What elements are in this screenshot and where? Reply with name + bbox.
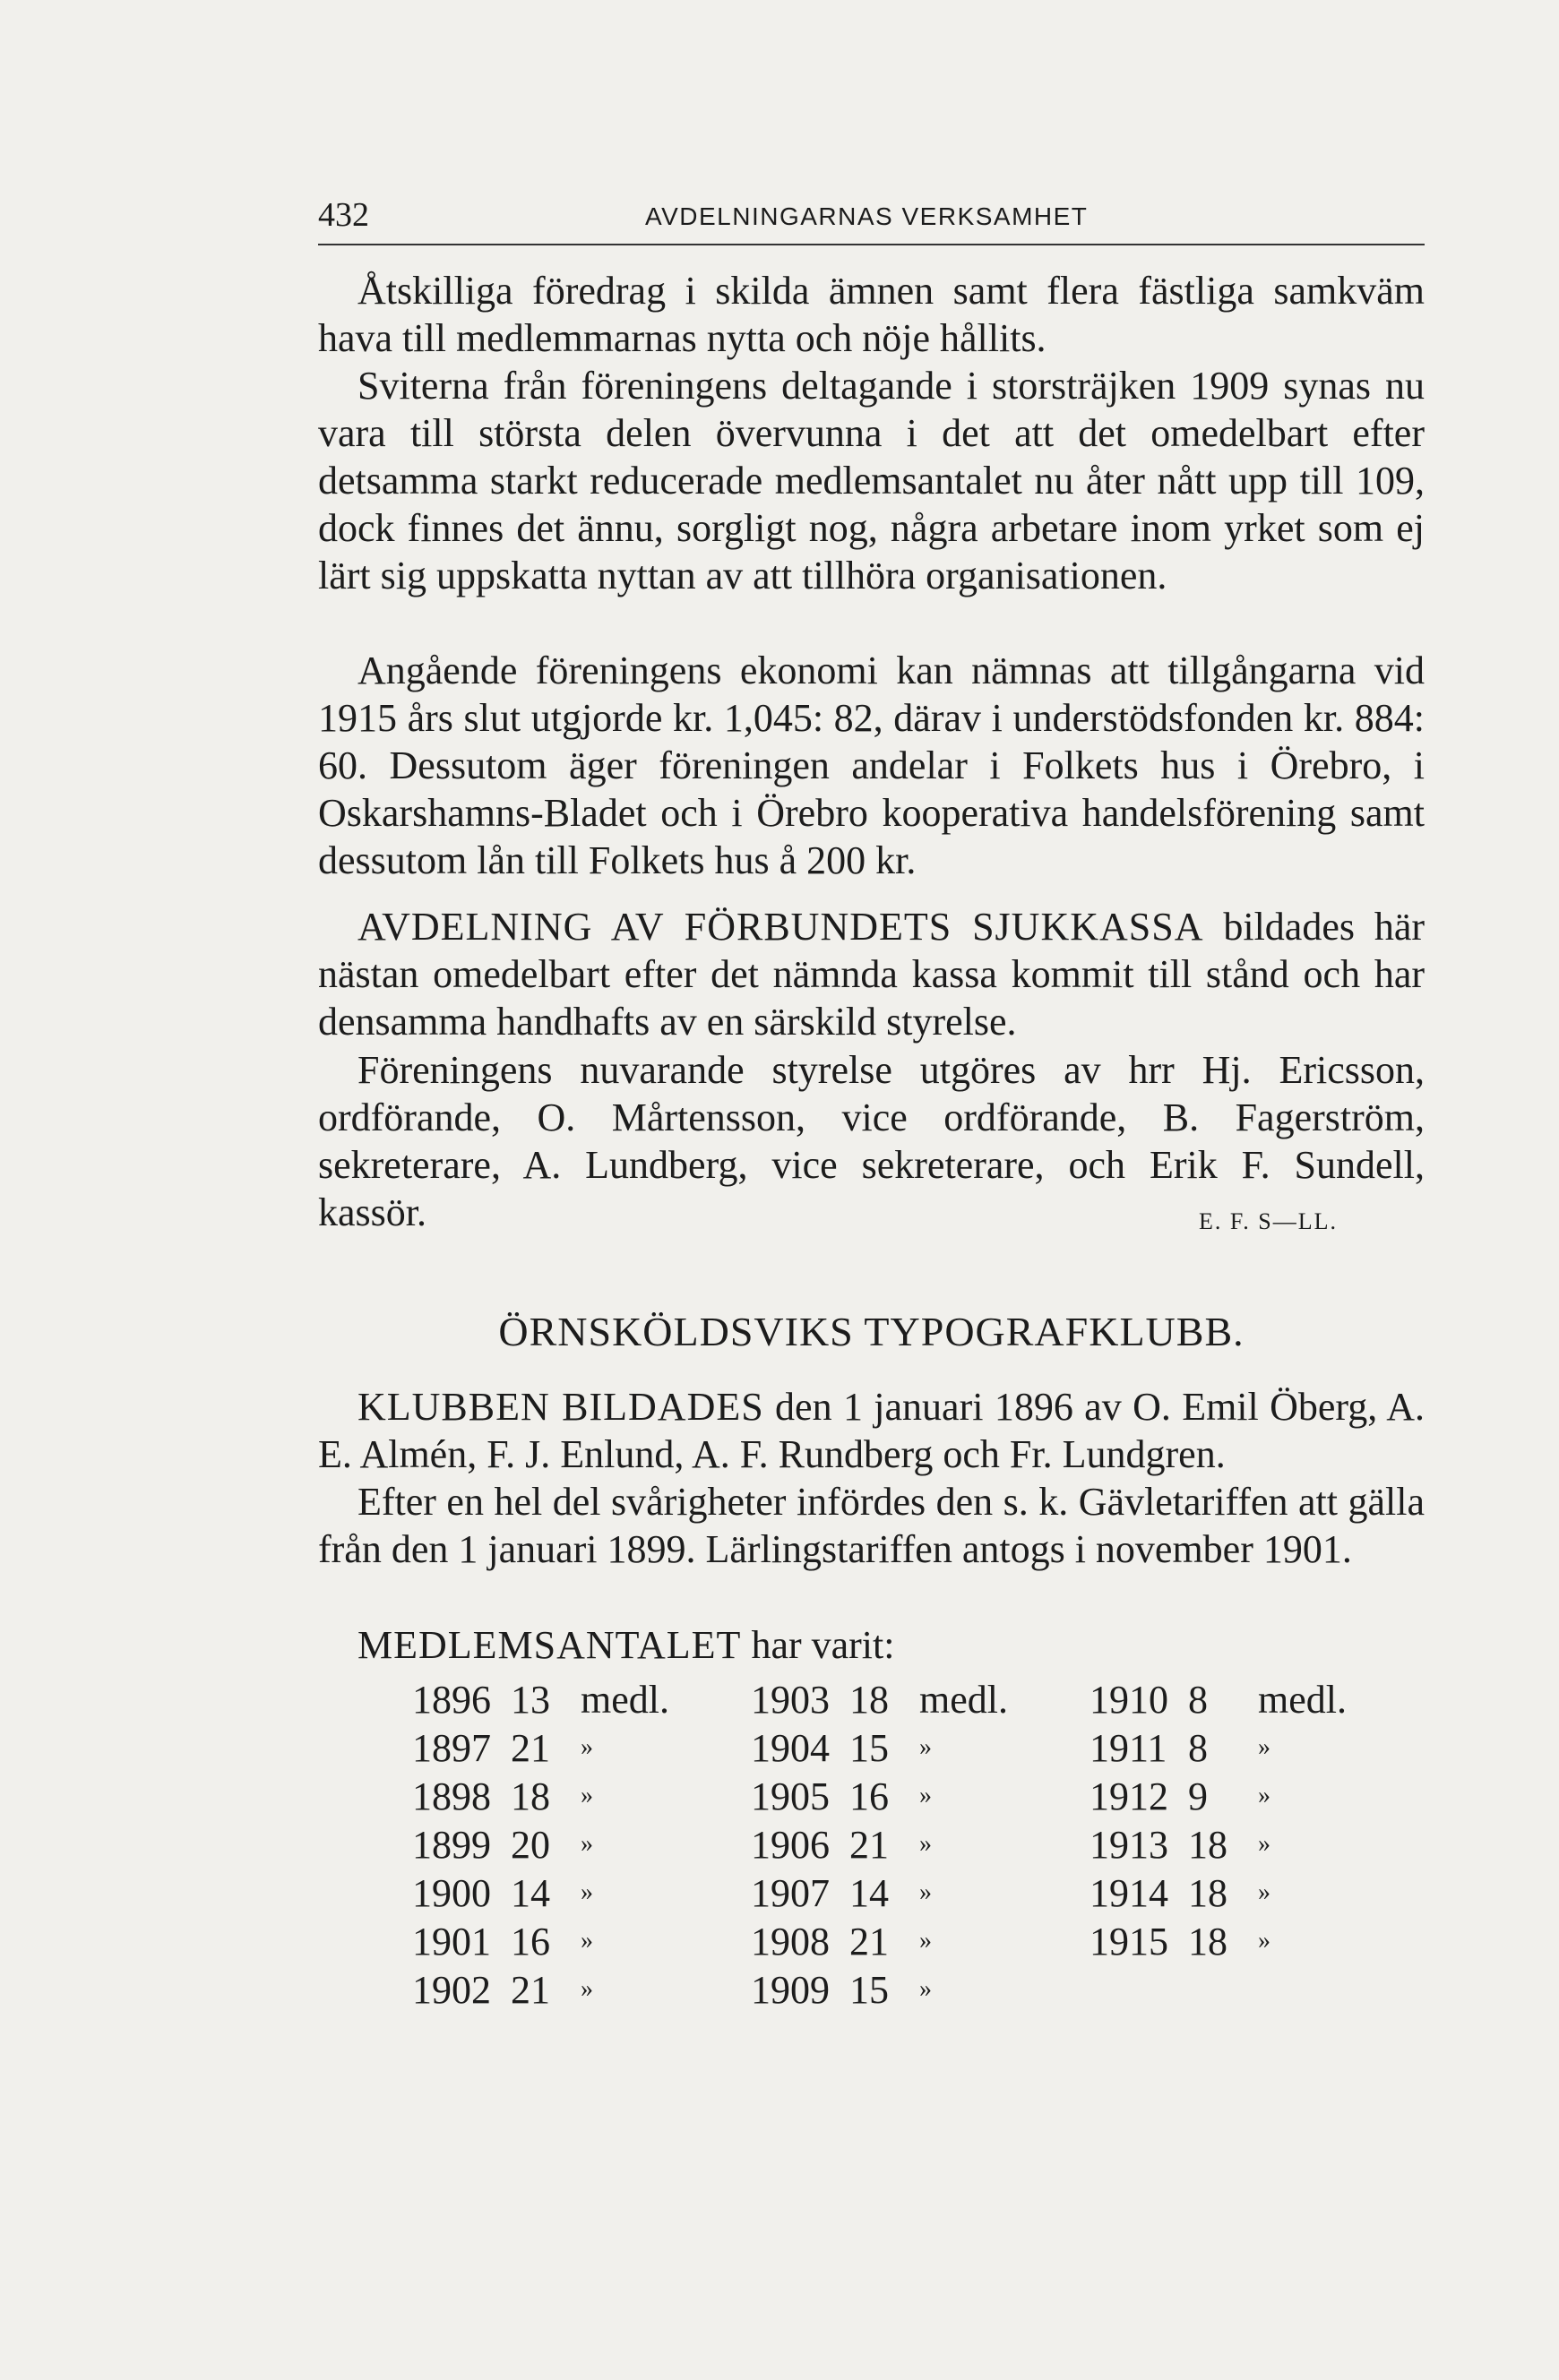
member-year: 1897 <box>412 1725 491 1770</box>
table-row <box>412 1917 1428 1965</box>
member-count: 18 <box>511 1774 550 1818</box>
member-unit: » <box>1258 1878 1270 1906</box>
members-rest: har varit: <box>741 1623 895 1667</box>
member-year: 1915 <box>1090 1919 1168 1963</box>
member-count: 15 <box>849 1967 889 2012</box>
running-header <box>318 192 1425 245</box>
member-count: 18 <box>849 1677 889 1722</box>
member-unit: » <box>581 1782 593 1809</box>
member-year: 1910 <box>1090 1677 1168 1722</box>
header-rule <box>318 244 1425 245</box>
paragraph-tariffs: Efter en hel del svårigheter infördes den s. k. Gävletariffen att gälla från den 1 januari 1899. Lärlingstariffen antogs i november 1901. <box>318 1480 1425 1571</box>
paragraph-sick-fund <box>318 903 1425 1045</box>
members-table-body <box>412 1675 1428 2014</box>
sick-fund-lead: AVDELNING AV FÖRBUNDETS SJUKKASSA <box>357 905 1204 949</box>
member-count: 21 <box>511 1725 550 1770</box>
table-row <box>412 1869 1428 1917</box>
member-year: 1903 <box>751 1677 830 1722</box>
member-unit: » <box>581 1975 593 2003</box>
member-year <box>1090 1965 1188 2014</box>
paragraph-strike: Sviterna från föreningens deltagande i storsträjken 1909 synas nu vara till största delen övervunna i det att det omedelbart efter detsamma starkt reducerade medlemsantalet nu åter nått upp till 109, dock finnes det ännu, sorgligt nog, några arbetare inom yrket som ej lärt sig uppskatta nyttan av att tillhöra organisationen. <box>318 364 1425 597</box>
page-number: 432 <box>318 196 369 234</box>
member-unit: » <box>919 1733 932 1761</box>
sick-fund-rest: bildades här nästan omedelbart efter det nämnda kassa kommit till stånd och har densamma handhafts av en särskild styrelse. <box>318 905 1425 1044</box>
member-year: 1901 <box>412 1919 491 1963</box>
member-year: 1907 <box>751 1870 830 1915</box>
member-unit: » <box>919 1830 932 1858</box>
member-unit: » <box>919 1927 932 1955</box>
member-year: 1912 <box>1090 1774 1168 1818</box>
member-unit: » <box>1258 1733 1270 1761</box>
member-count: 14 <box>849 1870 889 1915</box>
member-unit: » <box>581 1830 593 1858</box>
member-count: 18 <box>1188 1919 1227 1963</box>
member-unit: » <box>1258 1927 1270 1955</box>
club-founded-lead: KLUBBEN BILDADES <box>357 1385 764 1429</box>
member-count: 16 <box>511 1919 550 1963</box>
member-year: 1905 <box>751 1774 830 1818</box>
member-year: 1904 <box>751 1725 830 1770</box>
member-count: 18 <box>1188 1870 1227 1915</box>
member-unit: » <box>581 1927 593 1955</box>
running-title: AVDELNINGARNAS VERKSAMHET <box>645 202 1089 230</box>
member-count: 9 <box>1188 1774 1208 1818</box>
member-unit <box>1251 1965 1428 2014</box>
club-founded-rest: den 1 januari 1896 av O. Emil Öberg, A. E. Almén, F. J. Enlund, A. F. Rundberg och Fr. Lundgren. <box>318 1385 1425 1476</box>
member-count: 14 <box>511 1870 550 1915</box>
member-count: 8 <box>1188 1725 1208 1770</box>
member-count: 21 <box>849 1822 889 1867</box>
member-year: 1902 <box>412 1967 491 2012</box>
table-row <box>412 1965 1428 2014</box>
member-year: 1898 <box>412 1774 491 1818</box>
member-year: 1896 <box>412 1677 491 1722</box>
signature: E. F. S—LL. <box>1199 1208 1338 1234</box>
member-unit: medl. <box>1258 1677 1347 1722</box>
member-unit: » <box>1258 1830 1270 1858</box>
members-lead: MEDLEMSANTALET <box>357 1623 742 1667</box>
member-year: 1911 <box>1090 1725 1167 1770</box>
member-year: 1899 <box>412 1822 491 1867</box>
table-row <box>412 1820 1428 1869</box>
member-year: 1914 <box>1090 1870 1168 1915</box>
member-unit: » <box>919 1975 932 2003</box>
paragraph-lectures: Åtskilliga föredrag i skilda ämnen samt flera fästliga samkväm hava till medlemmarnas nytta och nöje hållits. <box>318 269 1425 360</box>
paragraph-members-intro <box>318 1621 1425 1669</box>
member-unit: medl. <box>581 1677 669 1722</box>
member-unit: » <box>919 1782 932 1809</box>
member-count: 18 <box>1188 1822 1227 1867</box>
member-unit: » <box>581 1733 593 1761</box>
member-unit: » <box>1258 1782 1270 1809</box>
member-year: 1909 <box>751 1967 830 2012</box>
member-count <box>1188 1965 1251 2014</box>
table-row <box>412 1675 1428 1723</box>
paragraph-economy: Angående föreningens ekonomi kan nämnas att tillgångarna vid 1915 års slut utgjorde kr. 1,045: 82, därav i understödsfonden kr. 884: 60. Dessutom äger föreningen andelar i Folkets hus i Örebro, i Oskarshamns-Bladet och i Örebro kooperativa handelsförening samt dessutom lån till Folkets hus å 200 kr. <box>318 649 1425 882</box>
table-row <box>412 1772 1428 1820</box>
section-title: ÖRNSKÖLDSVIKS TYPOGRAFKLUBB. <box>498 1309 1245 1354</box>
member-count: 13 <box>511 1677 550 1722</box>
member-year: 1908 <box>751 1919 830 1963</box>
member-count: 8 <box>1188 1677 1208 1722</box>
member-count: 15 <box>849 1725 889 1770</box>
member-unit: medl. <box>919 1677 1008 1722</box>
table-row <box>412 1723 1428 1772</box>
member-unit: » <box>919 1878 932 1906</box>
member-unit: » <box>581 1878 593 1906</box>
member-year: 1900 <box>412 1870 491 1915</box>
member-year: 1913 <box>1090 1822 1168 1867</box>
members-table <box>412 1675 1428 2014</box>
member-count: 21 <box>849 1919 889 1963</box>
member-count: 20 <box>511 1822 550 1867</box>
member-year: 1906 <box>751 1822 830 1867</box>
paragraph-board: Föreningens nuvarande styrelse utgöres av hrr Hj. Ericsson, ordförande, O. Mårtensson, vice ordförande, B. Fagerström, sekreterare, A. Lundberg, vice sekreterare, och Erik F. Sundell, kassör. <box>318 1048 1425 1234</box>
paragraph-club-founded <box>318 1383 1425 1478</box>
member-count: 21 <box>511 1967 550 2012</box>
member-count: 16 <box>849 1774 889 1818</box>
